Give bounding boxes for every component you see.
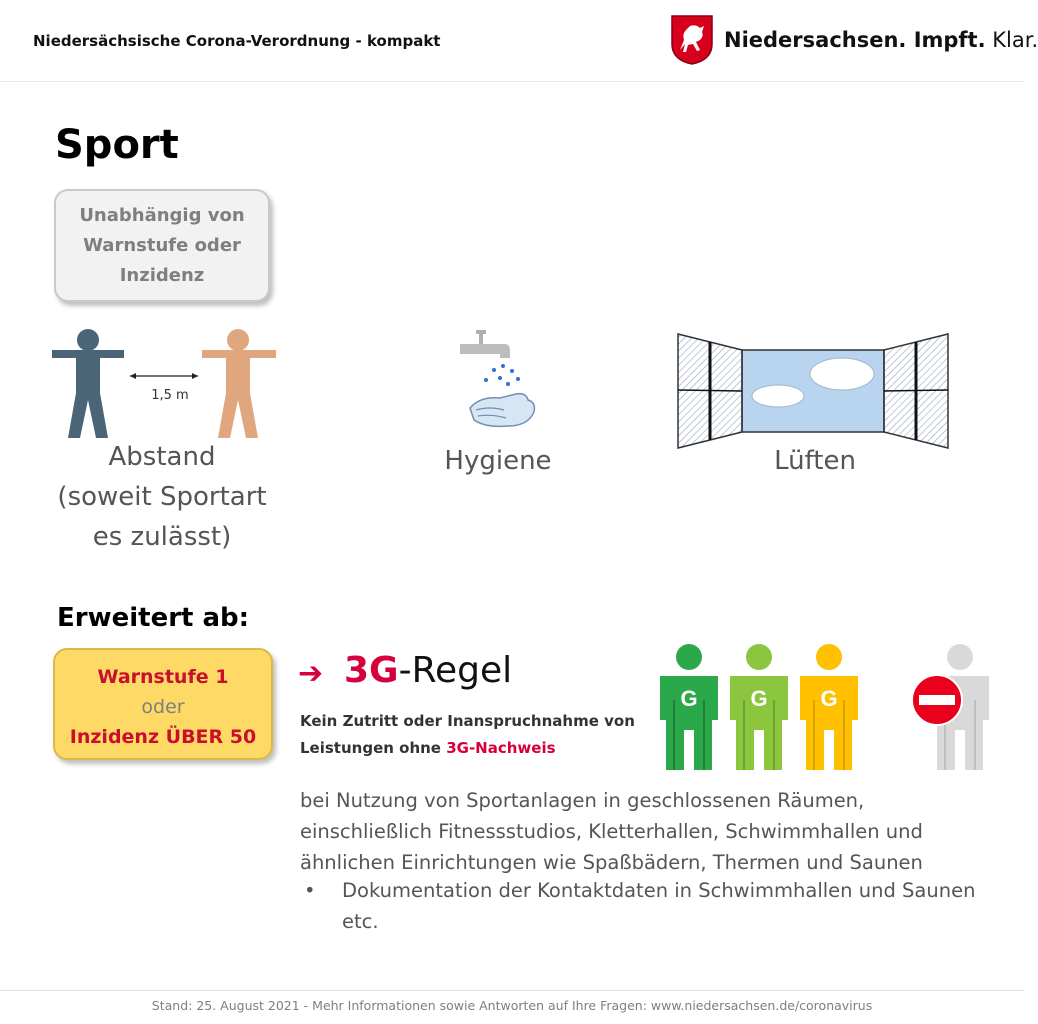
distance-value: 1,5 m xyxy=(151,388,189,403)
rule-desc-text: Kein Zutritt oder Inanspruchnahme von Leistungen ohne xyxy=(300,712,635,757)
hygiene-label: Hygiene xyxy=(444,446,552,476)
person-green-light-icon xyxy=(730,644,788,770)
person-green-dark-icon xyxy=(660,644,718,770)
sport-facilities-text: bei Nutzung von Sportanlagen in geschlossenen Räumen, einschließlich Fitnessstudios, Kletterhallen, Schwimmhallen und ähnlichen Einrichtungen wie Spaßbädern, Thermen und Saunen xyxy=(300,789,923,874)
3g-persons-illustration xyxy=(650,640,1010,780)
bullet-text: Dokumentation der Kontaktdaten in Schwimmhallen und Saunen etc. xyxy=(342,879,976,933)
page-title: Sport xyxy=(55,122,179,168)
oder-line: oder xyxy=(141,696,185,718)
niedersachsen-horse-logo xyxy=(670,14,714,66)
person-yellow-icon xyxy=(800,644,858,770)
brand-bold: Niedersachsen. Impft. xyxy=(724,28,986,52)
rule-prefix: 3G xyxy=(344,650,399,691)
brand-slogan xyxy=(724,28,1038,52)
header xyxy=(0,0,1038,82)
distance-persons-icon xyxy=(50,328,280,443)
person-no-entry-icon xyxy=(912,644,989,770)
open-window-icon xyxy=(676,332,950,452)
arrow-right-icon: ➔ xyxy=(298,656,324,691)
warnstufe-badge xyxy=(53,648,273,760)
person-letter-1: G xyxy=(680,686,698,711)
always-applies-badge: Unabhängig von Warnstufe oder Inzidenz xyxy=(54,189,270,302)
abstand-line-3: es zulässt) xyxy=(92,522,232,552)
footer-divider xyxy=(0,990,1024,991)
person-letter-2: G xyxy=(750,686,768,711)
header-title: Niedersächsische Corona-Verordnung - kompakt xyxy=(33,32,441,50)
person-letter-3: G xyxy=(820,686,838,711)
rule-suffix: -Regel xyxy=(398,650,513,691)
abstand-line-1: Abstand xyxy=(108,442,216,472)
bullet-dot: • xyxy=(304,879,316,902)
abstand-label xyxy=(40,437,284,557)
brand-light: Klar. xyxy=(992,28,1038,52)
rule-title xyxy=(344,650,512,691)
extended-label: Erweitert ab: xyxy=(57,603,250,633)
rule-desc-highlight: 3G-Nachweis xyxy=(446,739,556,757)
warnstufe-line: Warnstufe 1 xyxy=(97,666,229,688)
abstand-line-2: (soweit Sportart xyxy=(57,482,267,512)
contact-data-bullet xyxy=(304,875,1004,937)
inzidenz-line: Inzidenz ÜBER 50 xyxy=(69,726,257,748)
footer-text: Stand: 25. August 2021 - Mehr Informationen sowie Antworten auf Ihre Fragen: www.niedersachsen.de/coronavirus xyxy=(151,998,873,1013)
hand-washing-icon xyxy=(456,326,546,436)
lueften-label: Lüften xyxy=(774,446,856,476)
rule-description xyxy=(300,708,640,762)
